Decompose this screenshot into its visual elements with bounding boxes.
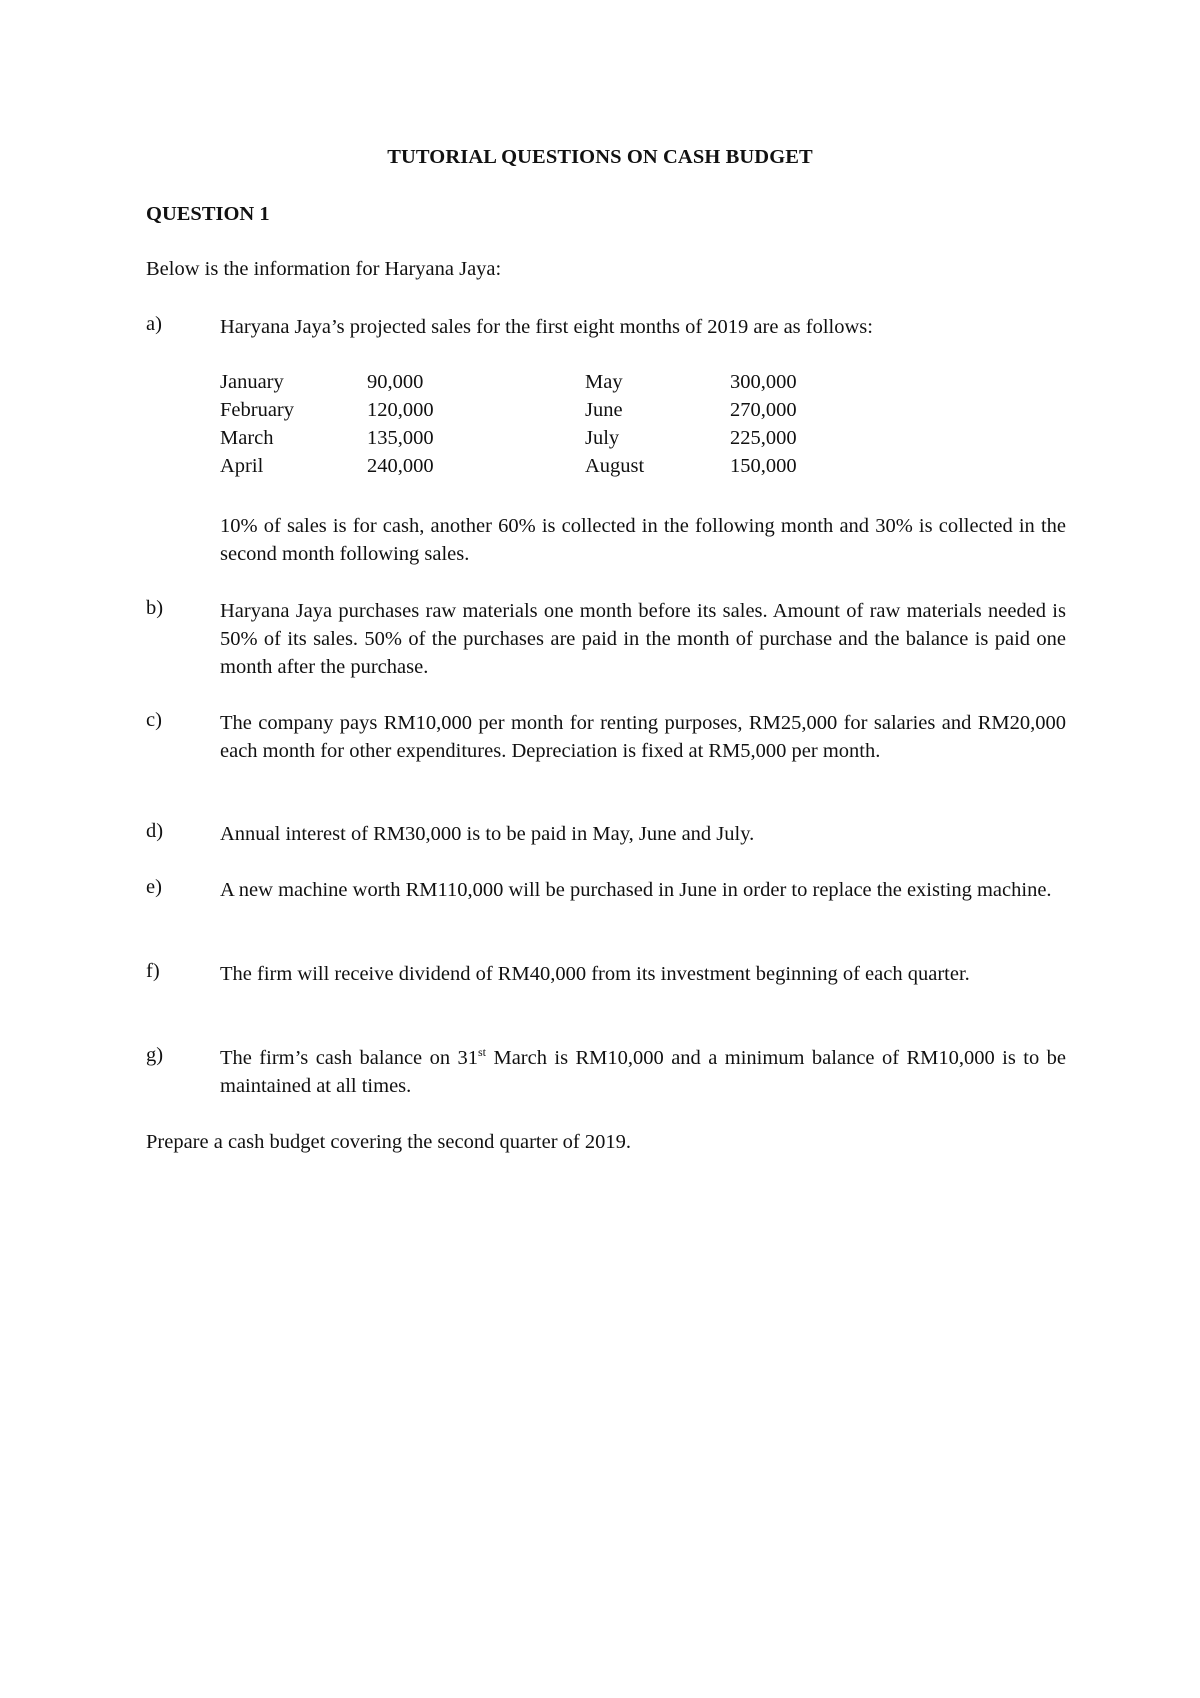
month-cell: March bbox=[220, 427, 274, 449]
month-cell: April bbox=[220, 455, 264, 477]
item-text-part: March is RM10,000 and a minimum balance of RM10,000 is to be maintained at all times. bbox=[220, 1047, 1066, 1097]
month-cell: May bbox=[585, 371, 623, 393]
table-row bbox=[220, 452, 920, 480]
item-letter: a) bbox=[146, 313, 162, 335]
value-cell: 150,000 bbox=[730, 455, 797, 477]
month-cell: July bbox=[585, 427, 620, 449]
document-title: TUTORIAL QUESTIONS ON CASH BUDGET bbox=[387, 146, 813, 168]
item-text: The firm will receive dividend of RM40,000 from its investment beginning of each quarter. bbox=[220, 963, 970, 985]
value-cell: 270,000 bbox=[730, 399, 797, 421]
sales-table bbox=[220, 368, 920, 480]
collection-note: 10% of sales is for cash, another 60% is collected in the following month and 30% is collected in the second month following sales. bbox=[220, 515, 1066, 565]
value-cell: 240,000 bbox=[367, 455, 434, 477]
table-row bbox=[220, 396, 920, 424]
table-row bbox=[220, 424, 920, 452]
item-text-part: The firm’s cash balance on 31 bbox=[220, 1047, 479, 1069]
question-heading: QUESTION 1 bbox=[146, 203, 270, 225]
item-text: Haryana Jaya’s projected sales for the first eight months of 2019 are as follows: bbox=[220, 316, 873, 338]
closing-instruction: Prepare a cash budget covering the second quarter of 2019. bbox=[146, 1131, 631, 1153]
item-letter: d) bbox=[146, 820, 164, 842]
item-text: Annual interest of RM30,000 is to be paid in May, June and July. bbox=[220, 823, 755, 845]
item-letter: e) bbox=[146, 876, 162, 898]
item-text bbox=[220, 1044, 1066, 1100]
month-cell: August bbox=[585, 455, 645, 477]
month-cell: February bbox=[220, 399, 295, 421]
item-text: The company pays RM10,000 per month for renting purposes, RM25,000 for salaries and RM20,000 each month for other expenditures. Depreciation is fixed at RM5,000 per month. bbox=[220, 712, 1066, 762]
value-cell: 300,000 bbox=[730, 371, 797, 393]
value-cell: 120,000 bbox=[367, 399, 434, 421]
item-text: A new machine worth RM110,000 will be purchased in June in order to replace the existing machine. bbox=[220, 879, 1052, 901]
value-cell: 225,000 bbox=[730, 427, 797, 449]
item-text: Haryana Jaya purchases raw materials one month before its sales. Amount of raw materials needed is 50% of its sales. 50% of the purchases are paid in the month of purchase and the balance is paid one month after the purchase. bbox=[220, 600, 1066, 678]
ordinal-suffix: st bbox=[478, 1045, 487, 1060]
month-cell: January bbox=[220, 371, 284, 393]
value-cell: 135,000 bbox=[367, 427, 434, 449]
table-row bbox=[220, 368, 920, 396]
intro-text: Below is the information for Haryana Jaya: bbox=[146, 258, 502, 280]
item-letter: b) bbox=[146, 597, 164, 619]
item-letter: f) bbox=[146, 960, 160, 982]
value-cell: 90,000 bbox=[367, 371, 424, 393]
item-letter: g) bbox=[146, 1044, 164, 1066]
month-cell: June bbox=[585, 399, 623, 421]
item-letter: c) bbox=[146, 709, 162, 731]
